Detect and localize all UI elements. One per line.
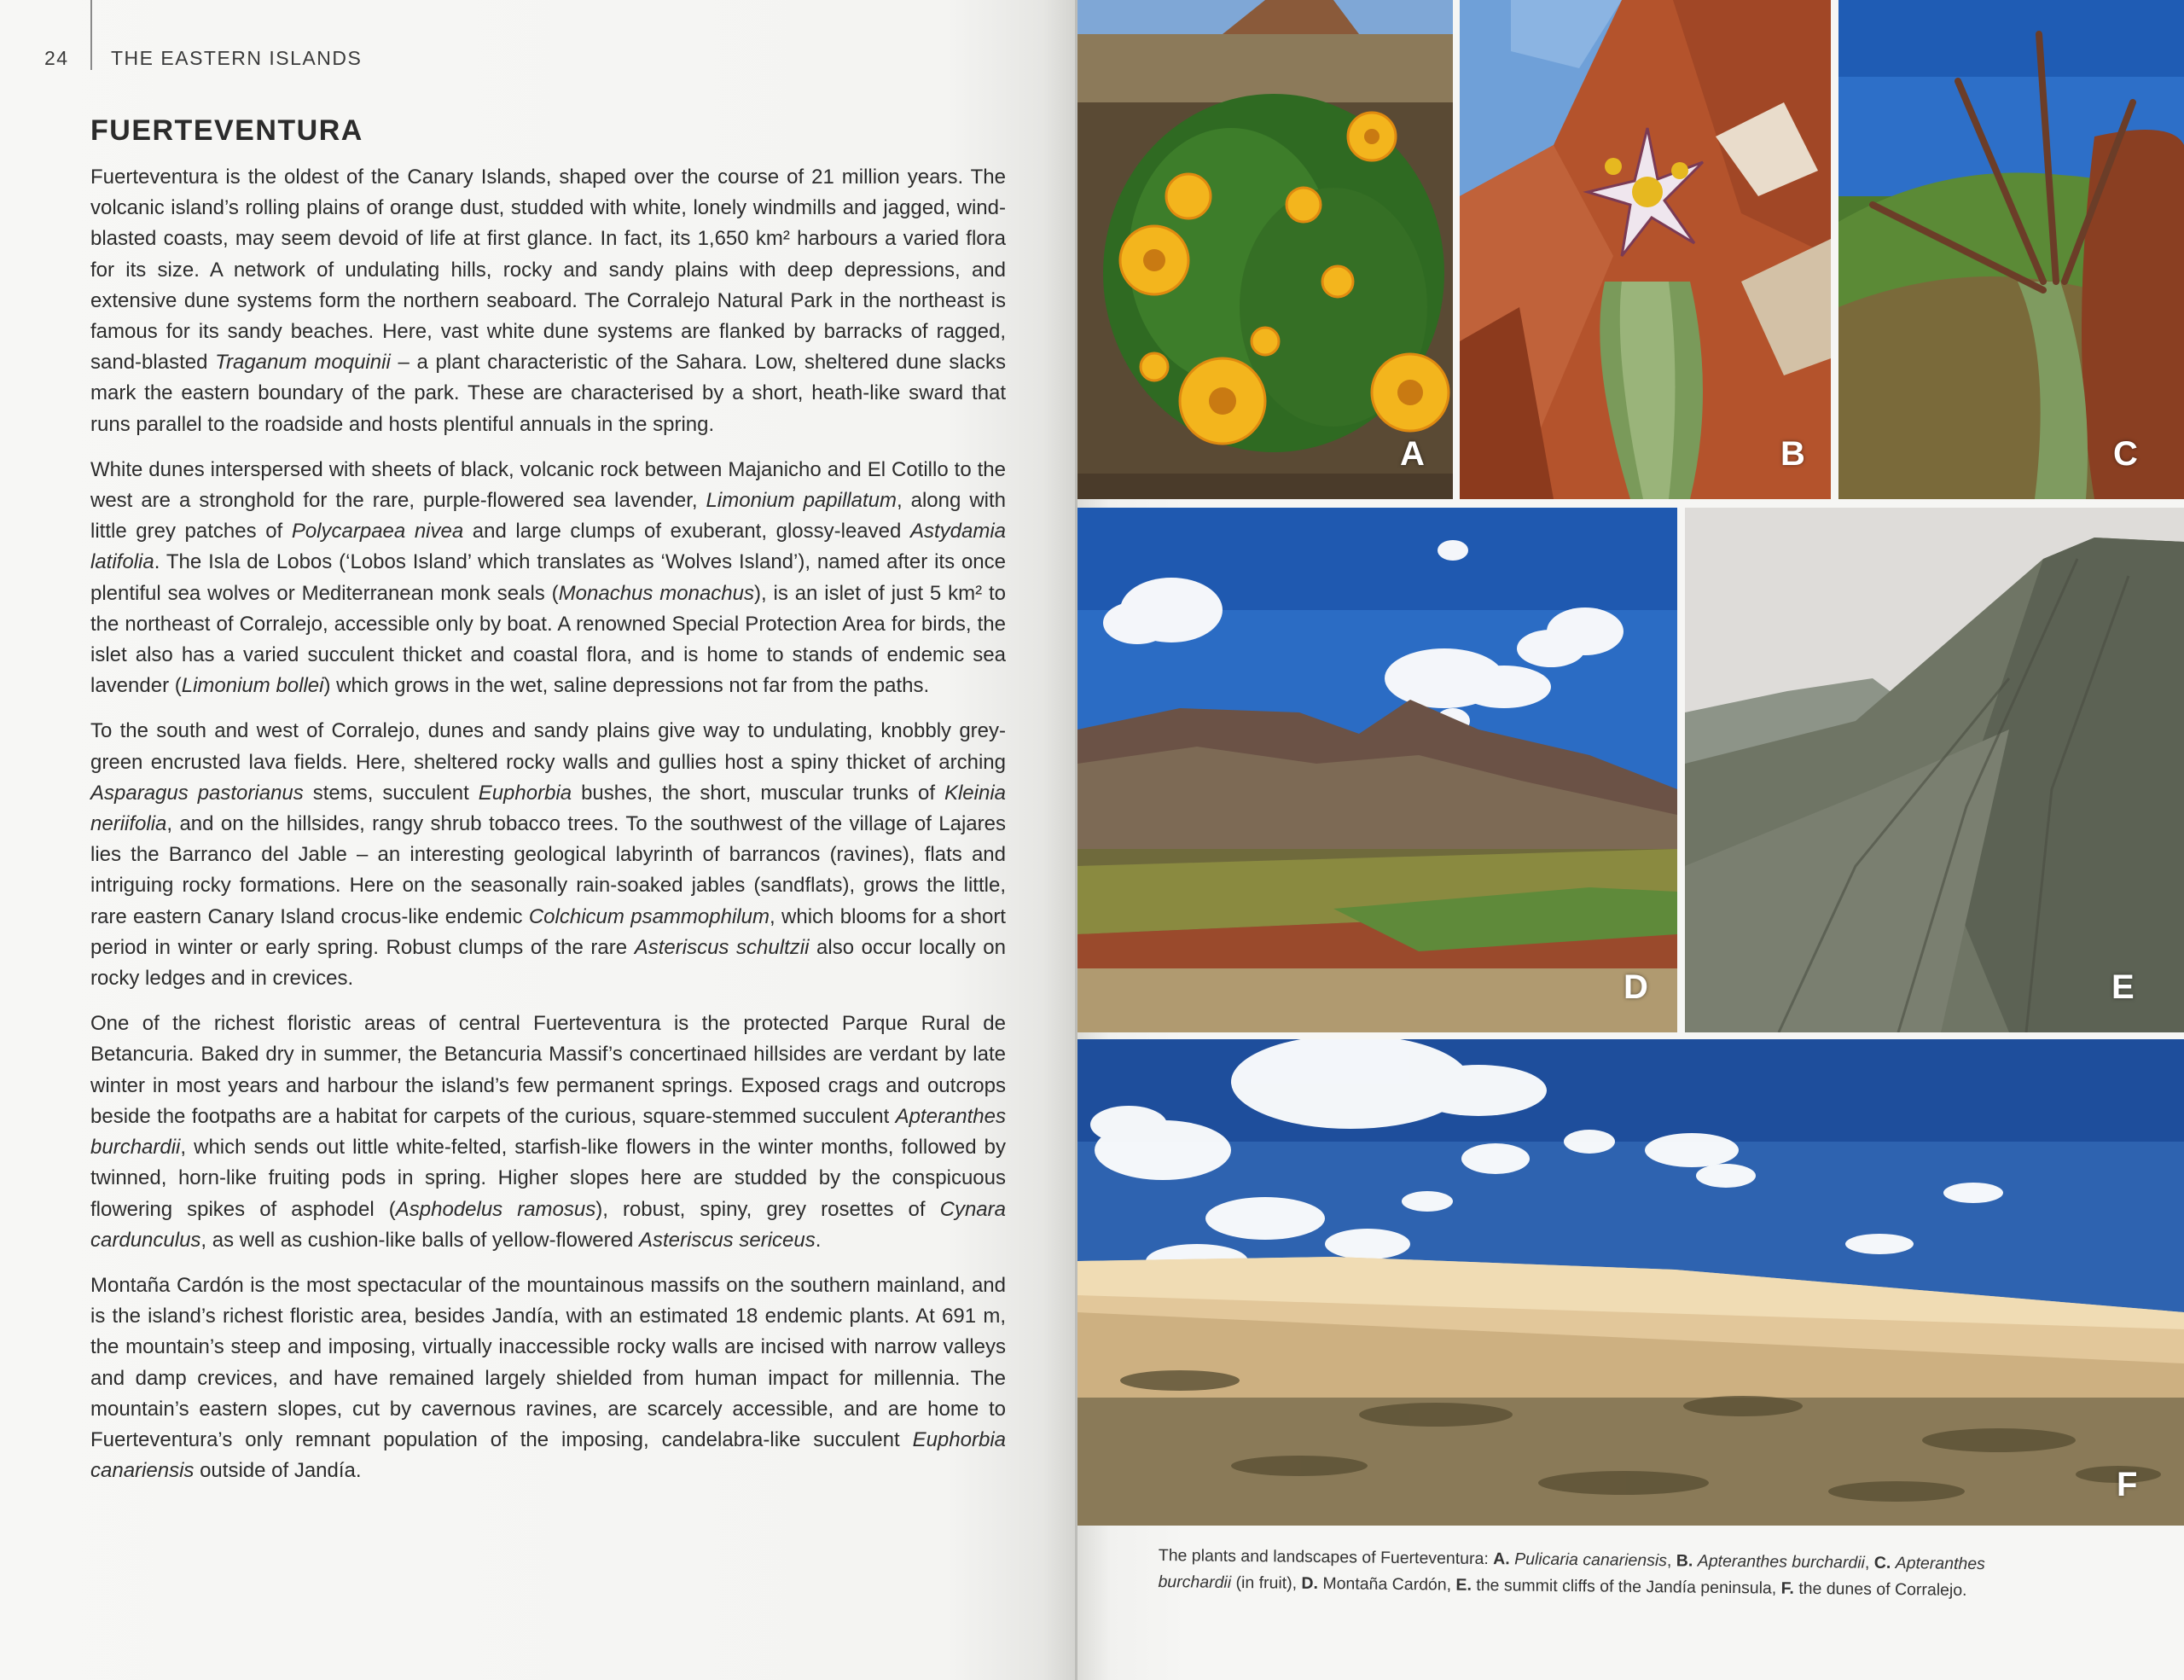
photo-c-image (1838, 0, 2184, 499)
photo-e (1685, 508, 2184, 1032)
caption-letter: E. (1455, 1575, 1472, 1595)
paragraph-2 (90, 455, 1006, 702)
photo-a-label: A (1400, 435, 1425, 473)
caption-letter: F. (1780, 1578, 1794, 1598)
italic-term: Kleinia neriifolia (90, 781, 1007, 836)
text-run: bushes, the short, muscular trunks of (572, 781, 944, 805)
figure-caption (1158, 1543, 2033, 1605)
text-run: . (815, 1228, 822, 1252)
photo-e-label: E (2111, 968, 2135, 1006)
running-head (44, 44, 362, 72)
photo-d (1077, 508, 1677, 1032)
photo-b-image (1460, 0, 1831, 499)
text-run: also occur locally on rocky ledges and in crevices. (90, 935, 1006, 991)
text-run: Fuerteventura is the oldest of the Canary Islands, shaped over the course of 21 million years. The volcanic island’s rolling plains of orange dust, studded with white, lonely windmills and jagged, wind-blasted coasts, may seem devoid of life at first glance. In fact, its 1,650 km² harbours a varied flora for its size. A network of undulating hills, rocky and sandy plains with deep depressions, and extensive dune systems form the northern seaboard. The Corralejo Natural Park in the northeast is famous for its sandy beaches. Here, vast white dune systems are flanked by barracks of ragged, sand-blasted (90, 166, 1006, 375)
text-run: Montaña Cardón, (1317, 1573, 1456, 1595)
chapter-title: FUERTEVENTURA (90, 114, 363, 147)
italic-term: Euphorbia canariensis (90, 1427, 1006, 1483)
text-run: Montaña Cardón is the most spectacular of the mountainous massifs on the southern mainland, and is the island’s richest floristic area, besides Jandía, with an estimated 18 endemic plants. At 691 m, the mountain’s steep and imposing, virtually inaccessible rocky walls are incised with narrow valleys and damp crevices, and have remained largely shielded from human impact for millennia. The mountain’s eastern slopes, cut by cavernous ravines, are scarcely accessible, and are home to Fuerteventura’s only remnant population of the imposing, candelabra-like succulent (90, 1273, 1006, 1451)
text-run: , as well as cushion-like balls of yellow-flowered (200, 1228, 639, 1252)
text-run: . The Isla de Lobos (‘Lobos Island’ which translates as ‘Wolves Island’), named after its once plentiful sea wolves or Mediterranean monk seals ( (90, 550, 1006, 605)
italic-term: Asphodelus ramosus (395, 1197, 596, 1221)
italic-term: Apteranthes burchardii (1697, 1551, 1866, 1572)
left-page (0, 0, 1075, 1680)
text-run: stems, succulent (303, 781, 479, 805)
paragraph-1 (90, 162, 1006, 440)
paragraph-3 (90, 716, 1006, 994)
photo-b-label: B (1780, 435, 1805, 473)
italic-term: Limonium papillatum (706, 489, 897, 513)
italic-term: Monachus monachus (558, 581, 754, 605)
text-run: outside of Jandía. (194, 1459, 362, 1483)
text-run: the dunes of Corralejo. (1793, 1578, 1967, 1600)
italic-term: Polycarpaea nivea (291, 520, 464, 544)
italic-term: Asteriscus sericeus (638, 1228, 816, 1252)
photo-b (1460, 0, 1831, 499)
photo-a (1077, 0, 1453, 499)
text-run: One of the richest floristic areas of central Fuerteventura is the protected Parque Rural de Betancuria. Baked dry in summer, the Betancuria Massif’s concertinaed hillsides are verdant by late winter in most years and harbour the island’s few permanent springs. Exposed crags and outcrops beside the footpaths are a habitat for carpets of the curious, square-stemmed succulent (90, 1012, 1006, 1128)
text-run: To the south and west of Corralejo, dunes and sandy plains give way to undulating, knobbly grey-green encrusted lava fields. Here, sheltered rocky walls and gullies host a spiny thicket of arching (90, 719, 1006, 774)
italic-term: Apteranthes burchardii (1158, 1554, 1985, 1592)
page-number: 24 (44, 46, 69, 69)
text-run: , which sends out little white-felted, starfish-like flowers in the winter months, followed by twinned, horn-like fruiting pods in spring. Higher slopes here are studded by the conspicuous flowering spikes of asphodel ( (90, 1136, 1006, 1221)
section-title: THE EASTERN ISLANDS (111, 46, 363, 69)
photo-c (1838, 0, 2184, 499)
text-run: , and on the hillsides, rangy shrub tobacco trees. To the southwest of the village of Lajares lies the Barranco del Jable – an interesting geological labyrinth of barrancos (ravines), flats and intriguing rocky formations. Here on the seasonally rain-soaked jables (sandflats), grows the little, rare eastern Canary Island crocus-like endemic (90, 812, 1006, 928)
text-run: – a plant characteristic of the Sahara. Low, sheltered dune slacks mark the eastern boundary of the park. These are characterised by a short, heath-like sward that runs parallel to the roadside and hosts plentiful annuals in the spring. (90, 351, 1006, 436)
text-run: ), robust, spiny, grey rosettes of (595, 1197, 940, 1221)
photo-d-image (1077, 508, 1677, 1032)
paragraph-5 (90, 1270, 1006, 1486)
italic-term: Limonium bollei (181, 674, 324, 698)
italic-term: Euphorbia (478, 781, 572, 805)
caption-letter: D. (1301, 1573, 1319, 1593)
italic-term: Cynara cardunculus (90, 1197, 1006, 1252)
text-run: the summit cliffs of the Jandía peninsula, (1471, 1575, 1781, 1598)
text-run: (in fruit), (1231, 1572, 1302, 1593)
text-run: White dunes interspersed with sheets of black, volcanic rock between Majanicho and El Cotillo to the west are a stronghold for the rare, purple-flowered sea lavender, (90, 457, 1006, 513)
text-run: ), is an islet of just 5 km² to the northeast of Corralejo, accessible only by boat. A renowned Special Protection Area for birds, the islet also has a varied succulent thicket and coastal flora, and is home to stands of endemic sea lavender ( (90, 581, 1006, 698)
text-run: , along with little grey patches of (90, 489, 1007, 544)
italic-term: Asteriscus schultzii (634, 935, 810, 959)
text-run: , (1666, 1551, 1676, 1571)
italic-term: Traganum moquinii (215, 351, 391, 375)
italic-term: Astydamia latifolia (90, 520, 1006, 574)
caption-letter: A. (1493, 1549, 1510, 1569)
photo-f-label: F (2117, 1466, 2138, 1503)
photo-f-image (1077, 1039, 2184, 1526)
text-run: , (1864, 1553, 1874, 1572)
italic-term: Pulicaria canariensis (1514, 1549, 1668, 1571)
italic-term: Apteranthes burchardii (90, 1104, 1006, 1160)
text-run: The plants and landscapes of Fuerteventura: (1158, 1545, 1494, 1569)
caption-letter: B. (1676, 1551, 1693, 1571)
caption-letter: C. (1873, 1553, 1891, 1572)
text-run: ) which grows in the wet, saline depressions not far from the paths. (323, 674, 930, 698)
text-run: , which blooms for a short period in winter or early spring. Robust clumps of the rare (90, 904, 1006, 959)
paragraph-4 (90, 1009, 1006, 1256)
photo-f (1077, 1039, 2184, 1526)
italic-term: Asparagus pastorianus (90, 781, 304, 805)
photo-c-label: C (2113, 435, 2138, 473)
photo-d-label: D (1623, 968, 1648, 1006)
italic-term: Colchicum psammophilum (528, 904, 770, 928)
text-run: and large clumps of exuberant, glossy-leaved (463, 520, 910, 544)
photo-e-image (1685, 508, 2184, 1032)
photo-a-image (1077, 0, 1453, 499)
body-text (90, 162, 1006, 1501)
